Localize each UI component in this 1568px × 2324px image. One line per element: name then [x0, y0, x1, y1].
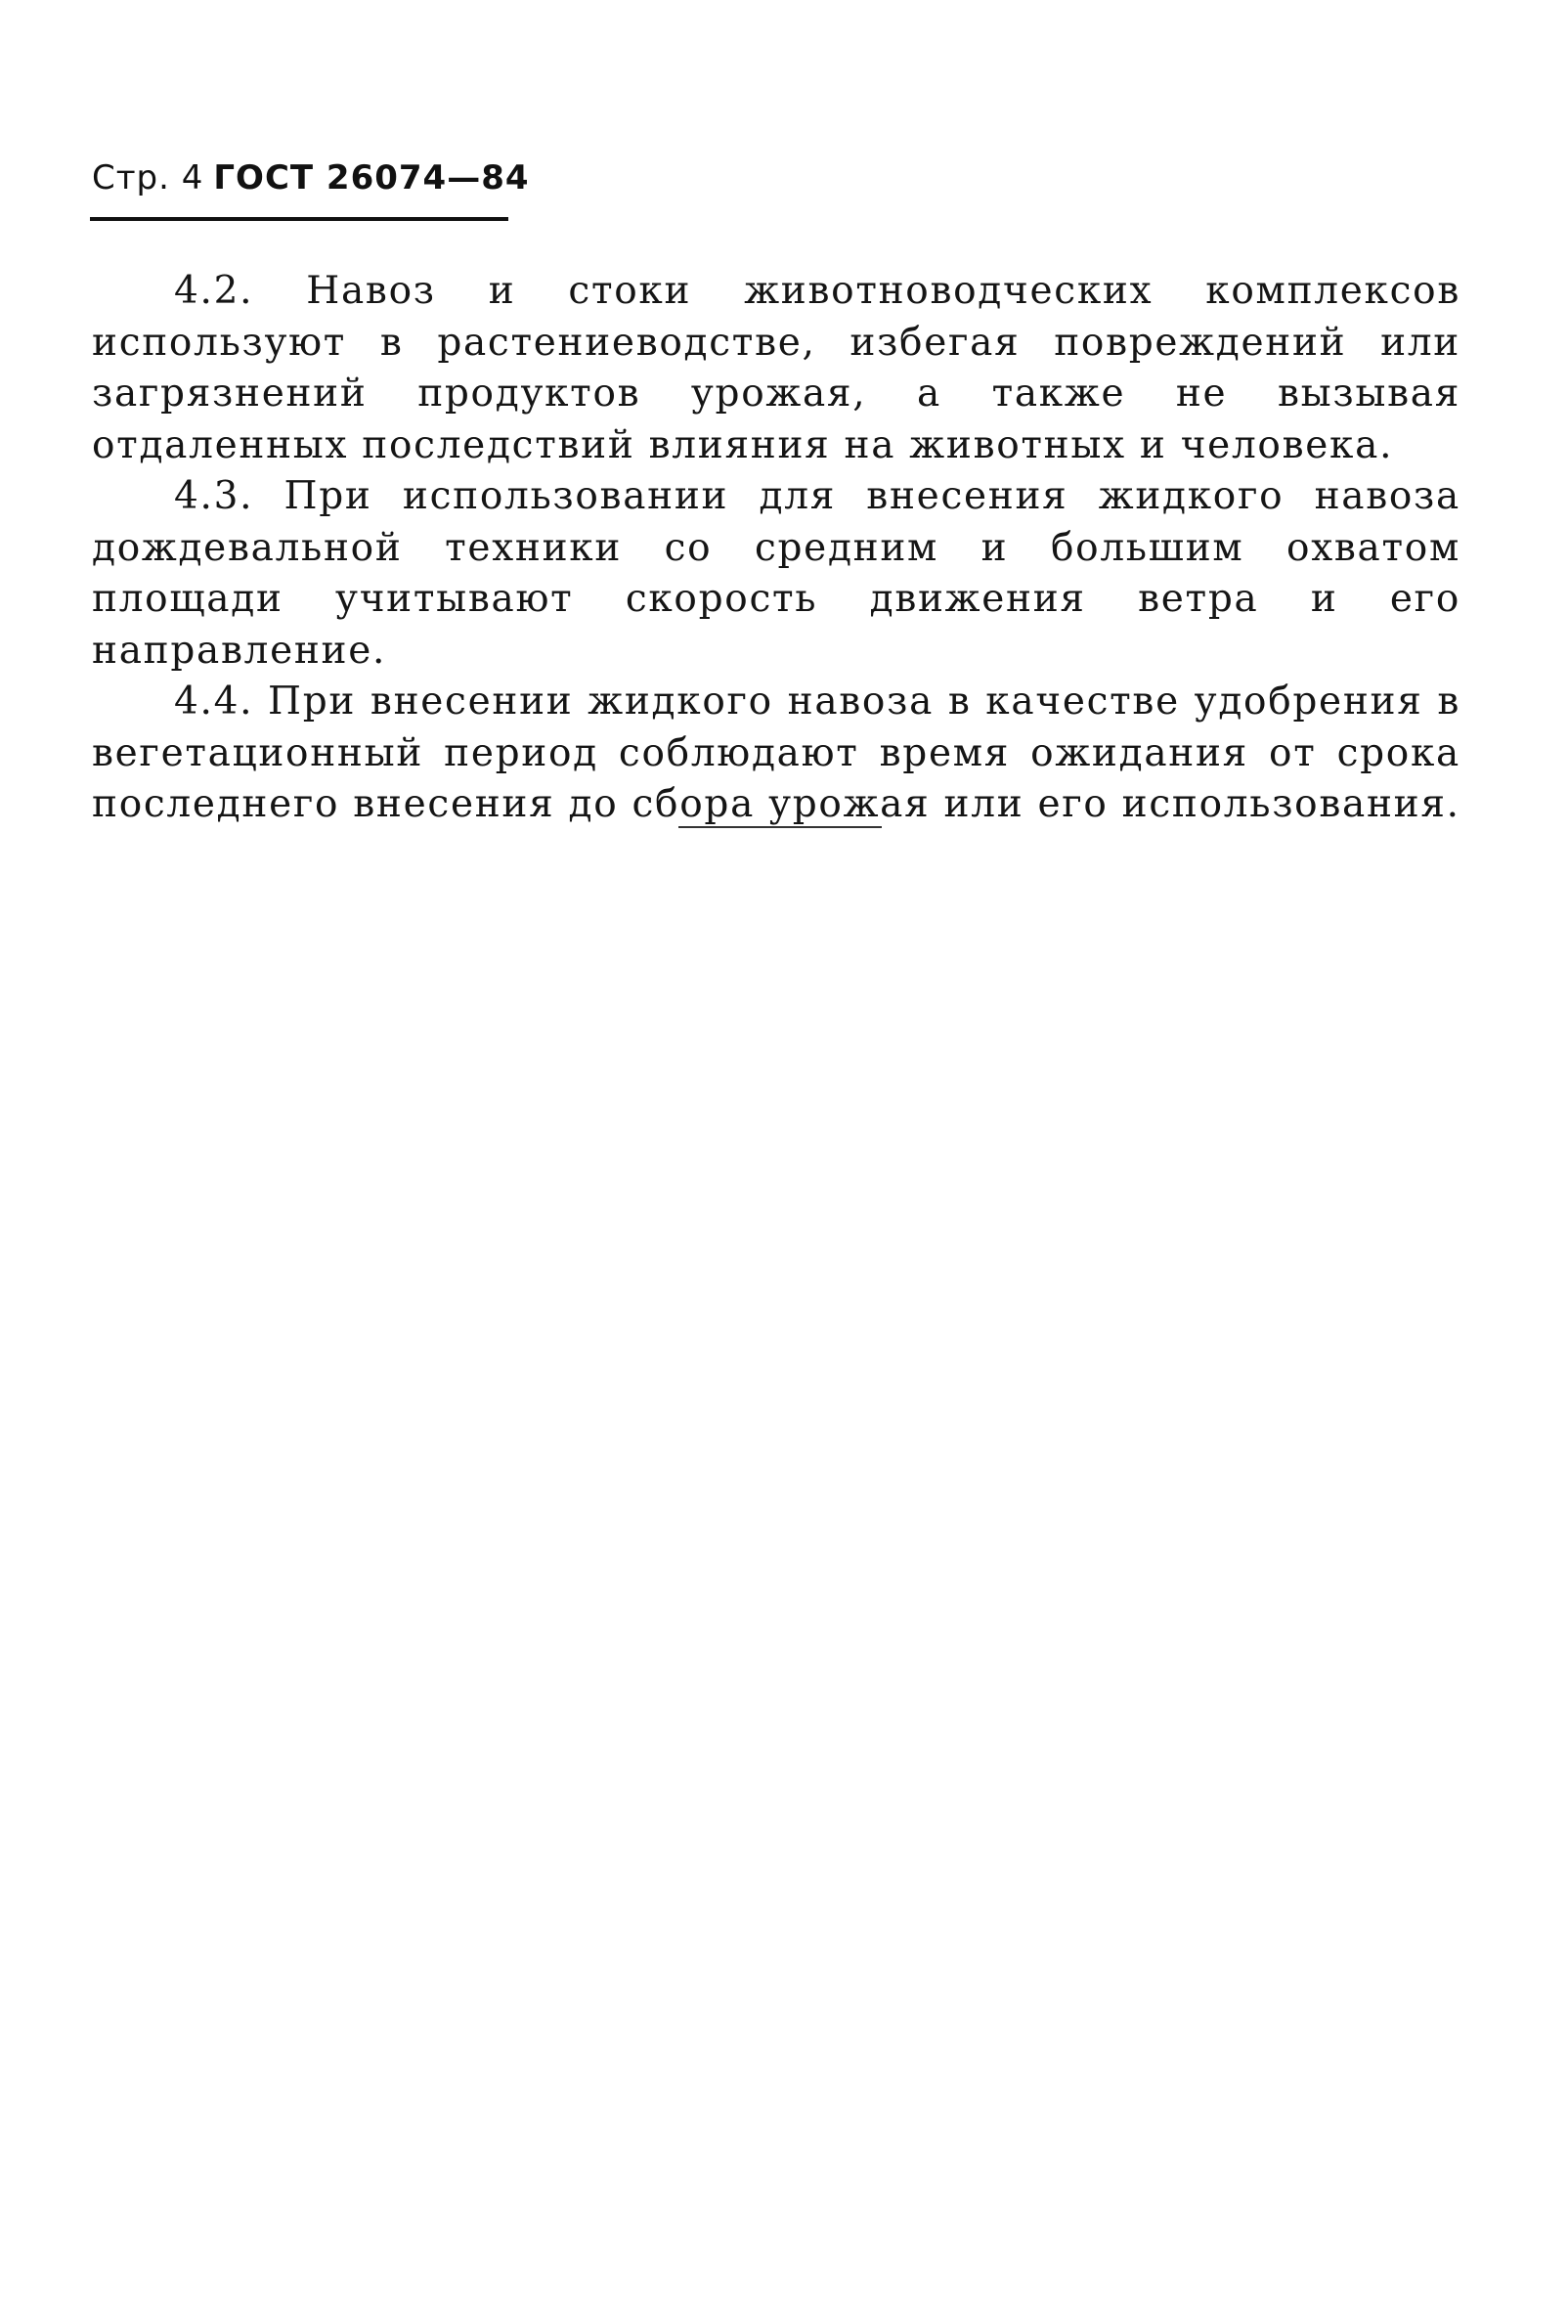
header-rule: [90, 217, 508, 221]
paragraph-4-3: [92, 471, 1460, 677]
paragraph-4-4: [92, 677, 1460, 831]
paragraph-text: При внесении жидкого навоза в качестве удобрения в вегетационный период соблюдают время ожидания от срока последнего внесения до сбора урожая или его использования.: [92, 680, 1460, 826]
page-label: Стр. 4: [92, 158, 204, 197]
end-of-text-rule: [678, 826, 882, 828]
paragraph-text: При использовании для внесения жидкого навоза дождевальной техники со средним и большим охватом площади учитывают скорость движения ветра и его направление.: [92, 474, 1460, 673]
paragraph-number: 4.2.: [174, 269, 254, 313]
page-header: [92, 156, 530, 199]
paragraph-number: 4.3.: [174, 474, 254, 518]
document-body: [92, 266, 1460, 831]
paragraph-4-2: [92, 266, 1460, 471]
standard-number: ГОСТ 26074—84: [213, 158, 530, 197]
paragraph-number: 4.4.: [174, 680, 254, 724]
paragraph-text: Навоз и стоки животноводческих комплексов используют в растениеводстве, избегая повреждений или загрязнений продуктов урожая, а также не вызывая отдаленных последствий влияния на животных и человека.: [92, 269, 1460, 467]
